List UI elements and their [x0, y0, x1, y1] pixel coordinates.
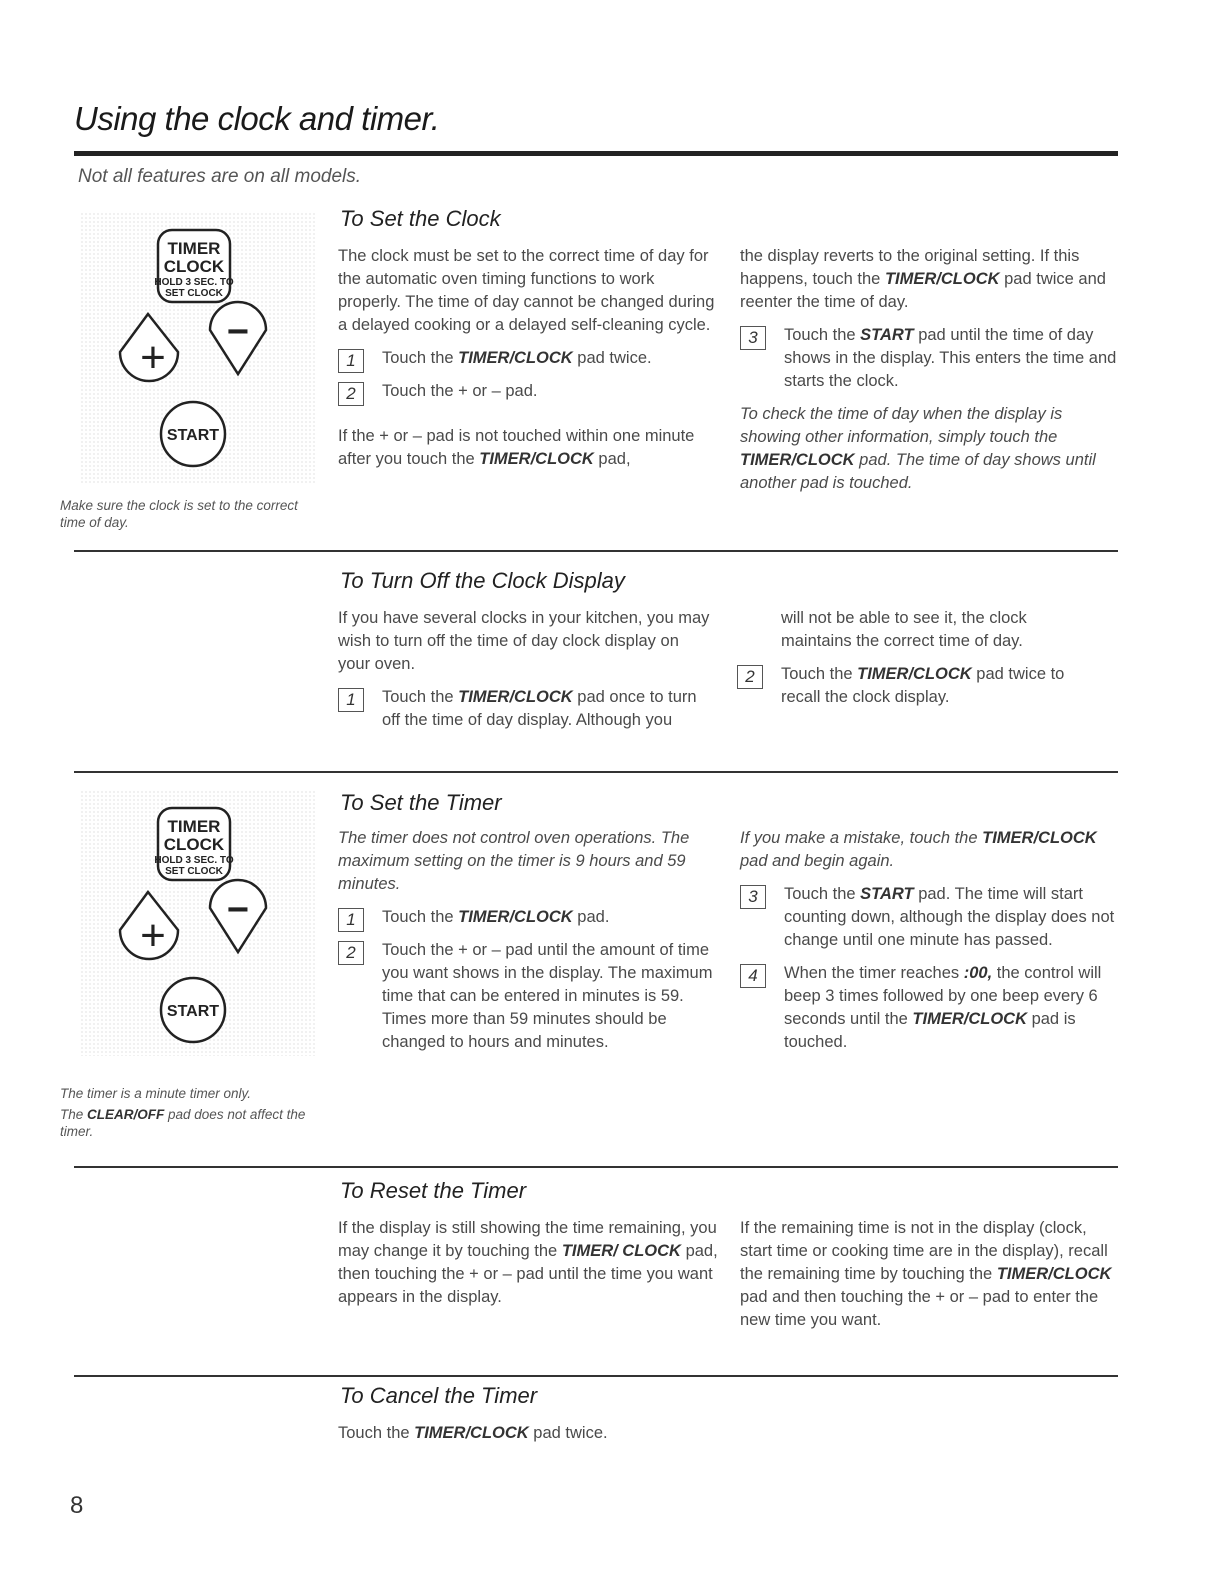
set-clock-step-1: 1 Touch the TIMER/CLOCK pad twice. [338, 347, 720, 370]
set-clock-note: If the + or – pad is not touched within one minute after you touch the TIMER/CLOCK pad, [338, 427, 695, 468]
set-clock-revert-text: the display reverts to the original setting. If this happens, touch the TIMER/CLOCK pad twice and reenter the time of day. [740, 247, 1106, 311]
step-number: 2 [338, 382, 364, 406]
turn-off-step-2: 2 Touch the TIMER/CLOCK pad twice to recall the clock display. [737, 663, 1097, 709]
svg-text:HOLD 3 SEC. TO: HOLD 3 SEC. TO [154, 855, 234, 866]
set-timer-intro: The timer does not control oven operations. The maximum setting on the timer is 9 hours and 59 minutes. [338, 829, 690, 893]
set-timer-step-3: 3 Touch the START pad. The time will start counting down, although the display does not change until one minute has passed. [740, 883, 1118, 952]
control-pads-graphic [80, 212, 316, 484]
pad-timer-label: TIMER [167, 239, 221, 258]
step-number: 1 [338, 349, 364, 373]
set-timer-mistake-note: If you make a mistake, touch the TIMER/CLOCK pad and begin again. [740, 829, 1097, 870]
section-divider [74, 1166, 1118, 1168]
svg-text:−: − [226, 889, 250, 931]
step-number: 3 [740, 885, 766, 909]
page-title: Using the clock and timer. [74, 100, 440, 137]
set-timer-caption: The timer is a minute timer only. The CLEAR/OFF pad does not affect the timer. [60, 1086, 306, 1139]
reset-timer-right-column: If the remaining time is not in the display (clock, start time or cooking time are in the display), recall the remaining time by touching the TIMER/CLOCK pad and then touching the + or – pad to enter the new time you want. [740, 1219, 1112, 1329]
step-number: 1 [338, 908, 364, 932]
svg-text:HOLD 3 SEC. TO: HOLD 3 SEC. TO [154, 277, 234, 288]
step-number: 4 [740, 964, 766, 988]
set-timer-heading: To Set the Timer [340, 790, 502, 815]
set-clock-heading: To Set the Clock [340, 206, 501, 231]
set-clock-intro: The clock must be set to the correct time of day for the automatic oven timing functions to work properly. The time of day cannot be changed during a delayed cooking or a delayed self-cleaning cycle. [338, 247, 715, 334]
svg-text:START: START [166, 1003, 220, 1020]
svg-text:TIMER: TIMER [167, 817, 221, 836]
cancel-timer-heading: To Cancel the Timer [340, 1383, 538, 1408]
control-panel-illustration [80, 212, 316, 484]
turn-off-right-column [737, 607, 1097, 719]
svg-text:+: + [140, 333, 166, 382]
reset-timer-heading: To Reset the Timer [340, 1178, 527, 1203]
turn-off-heading: To Turn Off the Clock Display [340, 568, 625, 593]
cancel-timer-text: Touch the TIMER/CLOCK pad twice. [338, 1424, 608, 1442]
set-timer-step-4: 4 When the timer reaches :00, the control will beep 3 times followed by one beep every 6 seconds until the TIMER/CLOCK pad is touched. [740, 962, 1118, 1054]
set-timer-left-column [338, 827, 718, 1064]
set-clock-step-2: 2 Touch the + or – pad. [338, 380, 720, 403]
svg-text:CLOCK: CLOCK [163, 835, 225, 854]
svg-text:CLOCK: CLOCK [163, 257, 225, 276]
control-panel-illustration [80, 790, 316, 1056]
svg-text:−: − [226, 311, 250, 353]
turn-off-intro: If you have several clocks in your kitchen, you may wish to turn off the time of day clock display on your oven. [338, 609, 710, 673]
section-divider [74, 1375, 1118, 1377]
page-subtitle: Not all features are on all models. [78, 166, 362, 187]
set-clock-caption: Make sure the clock is set to the correct time of day. [60, 498, 298, 530]
title-rule [74, 151, 1118, 156]
set-clock-right-column [740, 245, 1122, 505]
section-divider [74, 550, 1118, 552]
step-number: 2 [338, 941, 364, 965]
step-number: 3 [740, 326, 766, 350]
step-number: 2 [737, 665, 763, 689]
set-timer-step-1: 1 Touch the TIMER/CLOCK pad. [338, 906, 718, 929]
svg-text:SET CLOCK: SET CLOCK [165, 866, 223, 877]
reset-timer-left-column: If the display is still showing the time remaining, you may change it by touching the TIMER/ CLOCK pad, then touching the + or – pad until the time you want appears in the display. [338, 1219, 718, 1306]
set-timer-step-2: 2 Touch the + or – pad until the amount of time you want shows in the display. The maximum time that can be entered in minutes is 59. Times more than 59 minutes should be changed to hours and minutes. [338, 939, 718, 1054]
turn-off-step-1: 1 Touch the TIMER/CLOCK pad once to turn off the time of day display. Although you [338, 686, 710, 732]
set-clock-tip: To check the time of day when the display is showing other information, simply touch the TIMER/CLOCK pad. The time of day shows until another pad is touched. [740, 405, 1096, 492]
section-divider [74, 771, 1118, 773]
svg-text:+: + [140, 911, 166, 960]
set-timer-right-column [740, 827, 1118, 1064]
control-pads-graphic [80, 790, 316, 1056]
svg-text:SET CLOCK: SET CLOCK [165, 288, 223, 299]
page-number: 8 [70, 1492, 84, 1519]
turn-off-continued: will not be able to see it, the clock maintains the correct time of day. [781, 609, 1027, 650]
set-clock-step-3: 3 Touch the START pad until the time of day shows in the display. This enters the time and starts the clock. [740, 324, 1122, 393]
set-clock-left-column [338, 245, 720, 481]
turn-off-left-column [338, 607, 710, 742]
svg-text:START: START [166, 427, 220, 444]
step-number: 1 [338, 688, 364, 712]
